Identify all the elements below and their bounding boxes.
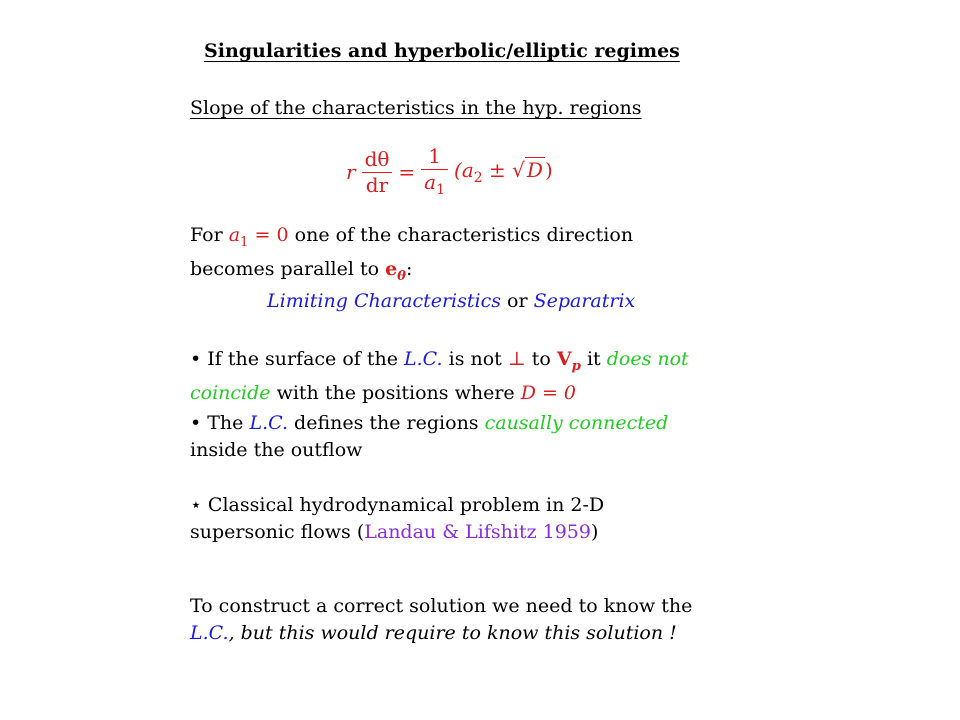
eq-r: r xyxy=(346,160,356,184)
slide-title: Singularities and hyperbolic/elliptic regimes xyxy=(204,40,680,62)
perp-symbol: ⊥ xyxy=(507,348,526,370)
eq-a1: $a_1$ xyxy=(424,170,446,199)
conclusion-paragraph: To construct a correct solution we need to know the L.C., but this would require to know this solution ! xyxy=(190,595,693,644)
paragraph-a1-zero: For $a_1 = 0$ one of the characteristics direction becomes parallel to $e_\theta$: xyxy=(190,224,634,284)
eq-derivative-fraction xyxy=(362,146,393,197)
eq-equals: = xyxy=(398,160,416,184)
lc-abbrev: L.C. xyxy=(190,622,229,644)
limiting-characteristics-line: Limiting Characteristics or Separatrix xyxy=(267,290,636,312)
e-theta-symbol: $e_\theta$ xyxy=(385,257,407,284)
d-equals-zero: D = 0 xyxy=(520,381,577,404)
vp-symbol: $V_p$ xyxy=(556,348,581,374)
eq-dtheta: dθ xyxy=(364,146,390,171)
lc-abbrev: L.C. xyxy=(249,412,289,434)
eq-dr: dr xyxy=(365,172,389,197)
eq-coefficient-fraction xyxy=(421,146,448,198)
landau-lifshitz-reference: Landau & Lifshitz 1959 xyxy=(364,521,591,543)
does-not-coincide-term: does not coincide xyxy=(190,348,689,404)
slope-equation xyxy=(346,143,553,201)
eq-one: 1 xyxy=(428,144,441,169)
bullet-lc-regions: • The L.C. defines the regions causally connected inside the outflow xyxy=(190,412,669,461)
separatrix-term: Separatrix xyxy=(533,290,636,312)
a1-symbol: $a_1$ xyxy=(228,224,249,250)
lc-abbrev: L.C. xyxy=(404,348,443,370)
limiting-characteristics-term: Limiting Characteristics xyxy=(267,290,501,312)
eq-rhs: ($a_2$ ± √ D ) xyxy=(454,158,553,186)
causally-connected-term: causally connected xyxy=(484,412,669,434)
bullet-classical-problem: ⋆ Classical hydrodynamical problem in 2-D supersonic flows (Landau & Lifshitz 1959) xyxy=(190,494,605,543)
bullet-lc-surface: • If the surface of the L.C. is not ⊥ to $V_p$ it does not coincide with the positions where D = 0 xyxy=(190,348,689,404)
section-heading: Slope of the characteristics in the hyp. regions xyxy=(190,97,642,119)
